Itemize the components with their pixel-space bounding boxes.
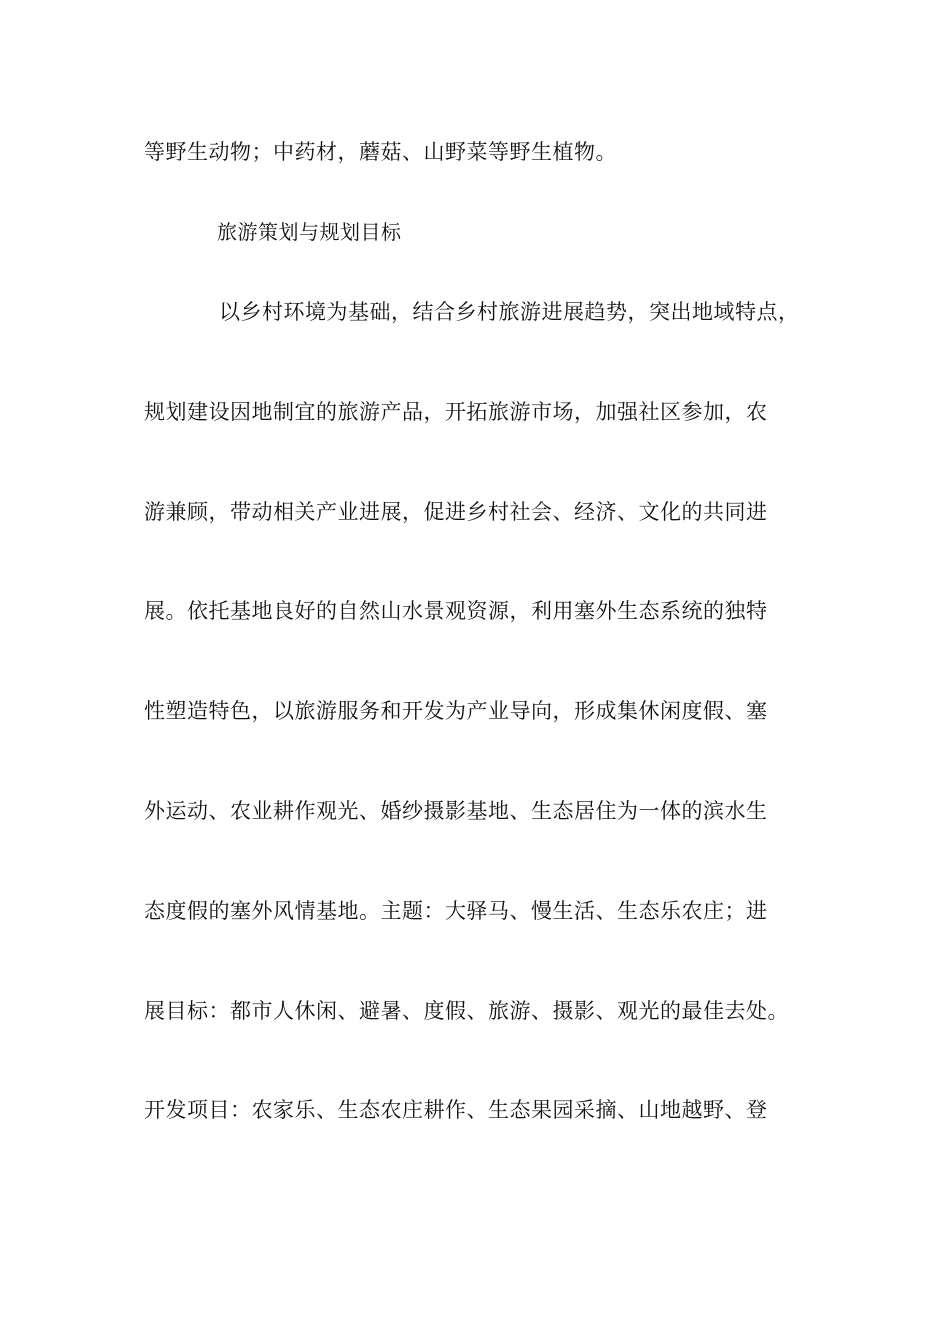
- paragraph-first-line: 以乡村环境为基础，结合乡村旅游进展趋势，突出地域特点，: [219, 300, 800, 324]
- section-heading: 旅游策划与规划目标: [217, 220, 402, 244]
- body-text-line: 规划建设因地制宜的旅游产品，开拓旅游市场，加强社区参加，农: [144, 400, 768, 424]
- body-text-line: 外运动、农业耕作观光、婚纱摄影基地、生态居住为一体的滨水生: [144, 799, 768, 823]
- body-text-line: 展。依托基地良好的自然山水景观资源，利用塞外生态系统的独特: [144, 599, 768, 623]
- body-text-line: 态度假的塞外风情基地。主题：大驿马、慢生活、生态乐农庄；进: [144, 899, 768, 923]
- body-text-line: 等野生动物；中药材，蘑菇、山野菜等野生植物。: [144, 140, 617, 164]
- body-text-line: 开发项目：农家乐、生态农庄耕作、生态果园采摘、山地越野、登: [144, 1098, 768, 1122]
- body-text-line: 展目标：都市人休闲、避暑、度假、旅游、摄影、观光的最佳去处。: [144, 999, 789, 1023]
- body-text-line: 性塑造特色，以旅游服务和开发为产业导向，形成集休闲度假、塞: [144, 699, 768, 723]
- body-text-line: 游兼顾，带动相关产业进展，促进乡村社会、经济、文化的共同进: [144, 500, 768, 524]
